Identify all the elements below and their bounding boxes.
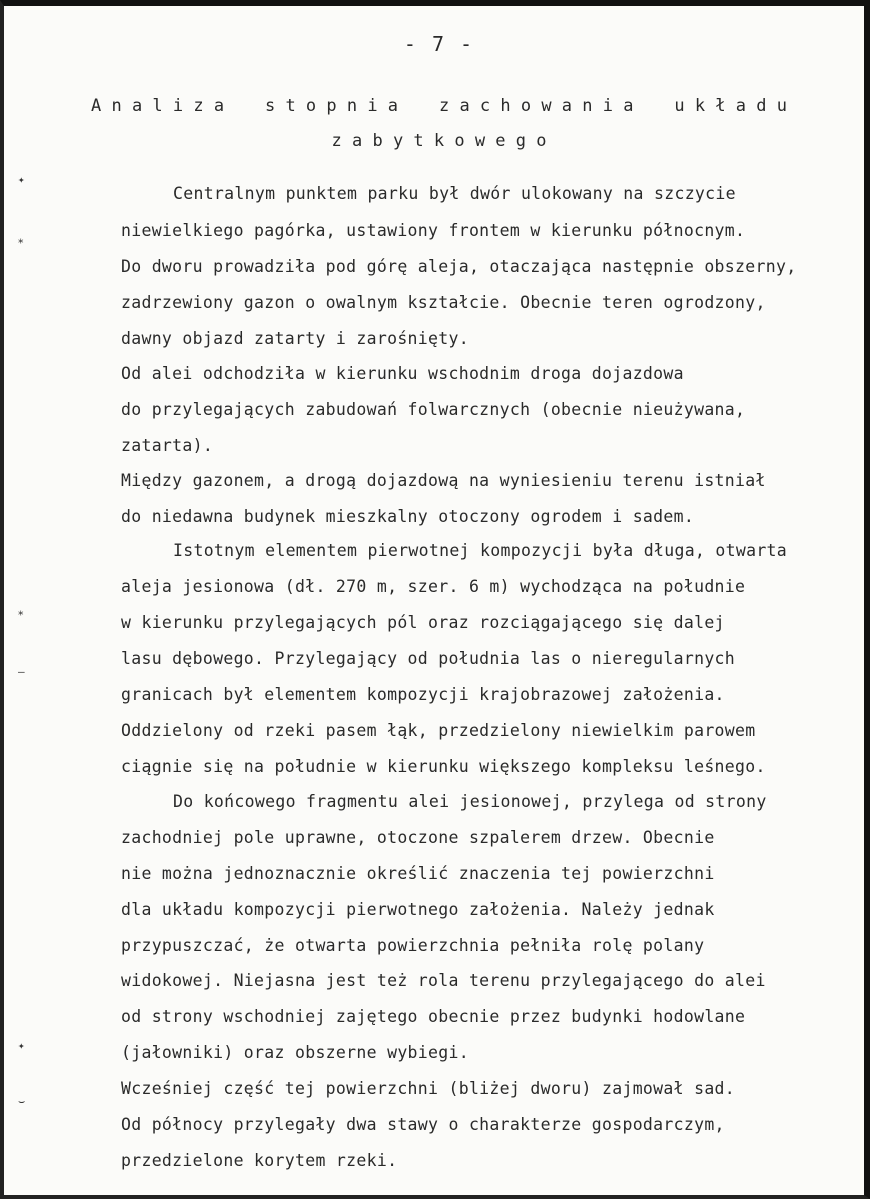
text-line: ciągnie się na południe w kierunku większego kompleksu leśnego. (121, 757, 766, 776)
text-line: do niedawna budynek mieszkalny otoczony ogrodem i sadem. (121, 507, 695, 526)
text-line: przedzielone korytem rzeki. (121, 1151, 398, 1170)
text-line: lasu dębowego. Przylegający od południa las o nieregularnych (121, 649, 736, 668)
text-line: (jałowniki) oraz obszerne wybiegi. (121, 1043, 469, 1062)
text-line: Od alei odchodziła w kierunku wschodnim droga dojazdowa (121, 364, 684, 383)
text-line: Do końcowego fragmentu alei jesionowej, przylega od strony (173, 792, 767, 811)
text-line: Do dworu prowadziła pod górę aleja, otaczająca następnie obszerny, (121, 257, 797, 276)
text-line: do przylegających zabudowań folwarcznych (obecnie nieużywana, (121, 400, 746, 419)
text-line: aleja jesionowa (dł. 270 m, szer. 6 m) wychodząca na południe (121, 577, 746, 596)
text-line: Od północy przylegały dwa stawy o charakterze gospodarczym, (121, 1115, 725, 1134)
text-line: zatarta). (121, 436, 214, 455)
text-line: w kierunku przylegających pól oraz rozciągającego się dalej (121, 613, 725, 632)
text-line: zadrzewiony gazon o owalnym kształcie. Obecnie teren ogrodzony, (121, 293, 766, 312)
text-line: widokowej. Niejasna jest też rola terenu przylegającego do alei (121, 971, 766, 990)
margin-mark: ⌣ (18, 1095, 26, 1108)
text-line: zachodniej pole uprawne, otoczone szpalerem drzew. Obecnie (121, 828, 715, 847)
text-line: dla układu kompozycji pierwotnego założenia. Należy jednak (121, 900, 715, 919)
text-line: Centralnym punktem parku był dwór ulokowany na szczycie (173, 184, 736, 203)
text-line: nie można jednoznacznie określić znaczenia tej powierzchni (121, 864, 715, 883)
section-title-line-1: A n a l i z a s t o p n i a z a c h o w a n i a u k ł a d u (91, 96, 787, 116)
text-line: granicach był elementem kompozycji krajobrazowej założenia. (121, 685, 725, 704)
text-line: niewielkiego pagórka, ustawiony frontem w kierunku północnym. (121, 221, 746, 240)
text-line: Istotnym elementem pierwotnej kompozycji była długa, otwarta (173, 541, 788, 560)
text-line: dawny objazd zatarty i zarośnięty. (121, 329, 469, 348)
text-line: Wcześniej część tej powierzchni (bliżej dworu) zajmował sad. (121, 1079, 736, 1098)
margin-mark: ⁎ (18, 605, 24, 618)
page-number: - 7 - (403, 32, 475, 56)
text-line: przypuszczać, że otwarta powierzchnia pełniła rolę polany (121, 936, 705, 955)
margin-mark: ⁎ (18, 233, 24, 246)
text-line: od strony wschodniej zajętego obecnie przez budynki hodowlane (121, 1007, 746, 1026)
text-line: Oddzielony od rzeki pasem łąk, przedzielony niewielkim parowem (121, 721, 756, 740)
margin-mark: ✦ (18, 173, 25, 186)
section-title-line-2: z a b y t k o w e g o (331, 131, 547, 151)
text-line: Między gazonem, a drogą dojazdową na wyniesieniu terenu istniał (121, 471, 766, 490)
margin-mark: ✦ (18, 1039, 25, 1052)
margin-mark: – (18, 665, 25, 678)
